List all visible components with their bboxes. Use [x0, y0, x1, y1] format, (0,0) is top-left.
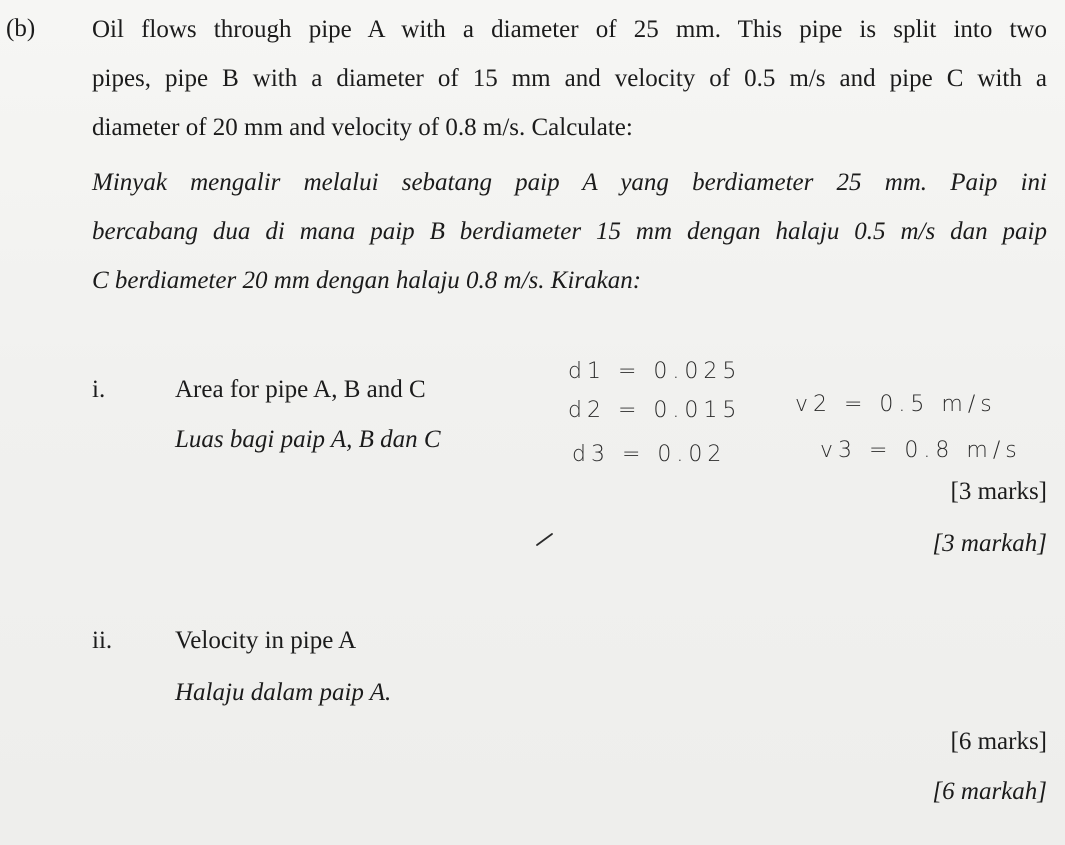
part-ii-malay: Halaju dalam paip A.: [175, 679, 392, 706]
pen-stroke-mark: [535, 530, 555, 548]
part-i-number: i.: [92, 376, 106, 403]
part-i-markah: [3 markah]: [932, 530, 1047, 557]
handwritten-d3: d3 = 0.02: [572, 442, 727, 467]
handwritten-v3: v3 = 0.8 m/s: [820, 438, 1022, 463]
question-english-line-3: diameter of 20 mm and velocity of 0.8 m/s. Calculate:: [92, 114, 633, 141]
handwritten-d2: d2 = 0.015: [568, 398, 742, 423]
question-malay-line-2: bercabang dua di mana paip B berdiameter 15 mm dengan halaju 0.5 m/s dan paip: [92, 218, 1047, 245]
question-label: (b): [6, 15, 36, 42]
part-i-malay: Luas bagi paip A, B dan C: [175, 426, 441, 453]
question-malay-line-1: Minyak mengalir melalui sebatang paip A yang berdiameter 25 mm. Paip ini: [92, 169, 1047, 196]
question-english-line-2: pipes, pipe B with a diameter of 15 mm and velocity of 0.5 m/s and pipe C with a: [92, 65, 1047, 92]
question-english-line-1: Oil flows through pipe A with a diameter of 25 mm. This pipe is split into two: [92, 16, 1047, 43]
part-i-english: Area for pipe A, B and C: [175, 376, 426, 403]
question-malay-line-3: C berdiameter 20 mm dengan halaju 0.8 m/s. Kirakan:: [92, 267, 642, 294]
part-i-marks: [3 marks]: [950, 478, 1047, 505]
handwritten-v2: v2 = 0.5 m/s: [795, 392, 997, 417]
handwritten-d1: d1 = 0.025: [568, 359, 742, 384]
part-ii-marks: [6 marks]: [950, 728, 1047, 755]
question-malay: [92, 168, 1047, 315]
part-ii-markah: [6 markah]: [932, 778, 1047, 805]
question-english: [92, 15, 1047, 162]
part-ii-number: ii.: [92, 627, 113, 654]
part-ii-english: Velocity in pipe A: [175, 627, 357, 654]
